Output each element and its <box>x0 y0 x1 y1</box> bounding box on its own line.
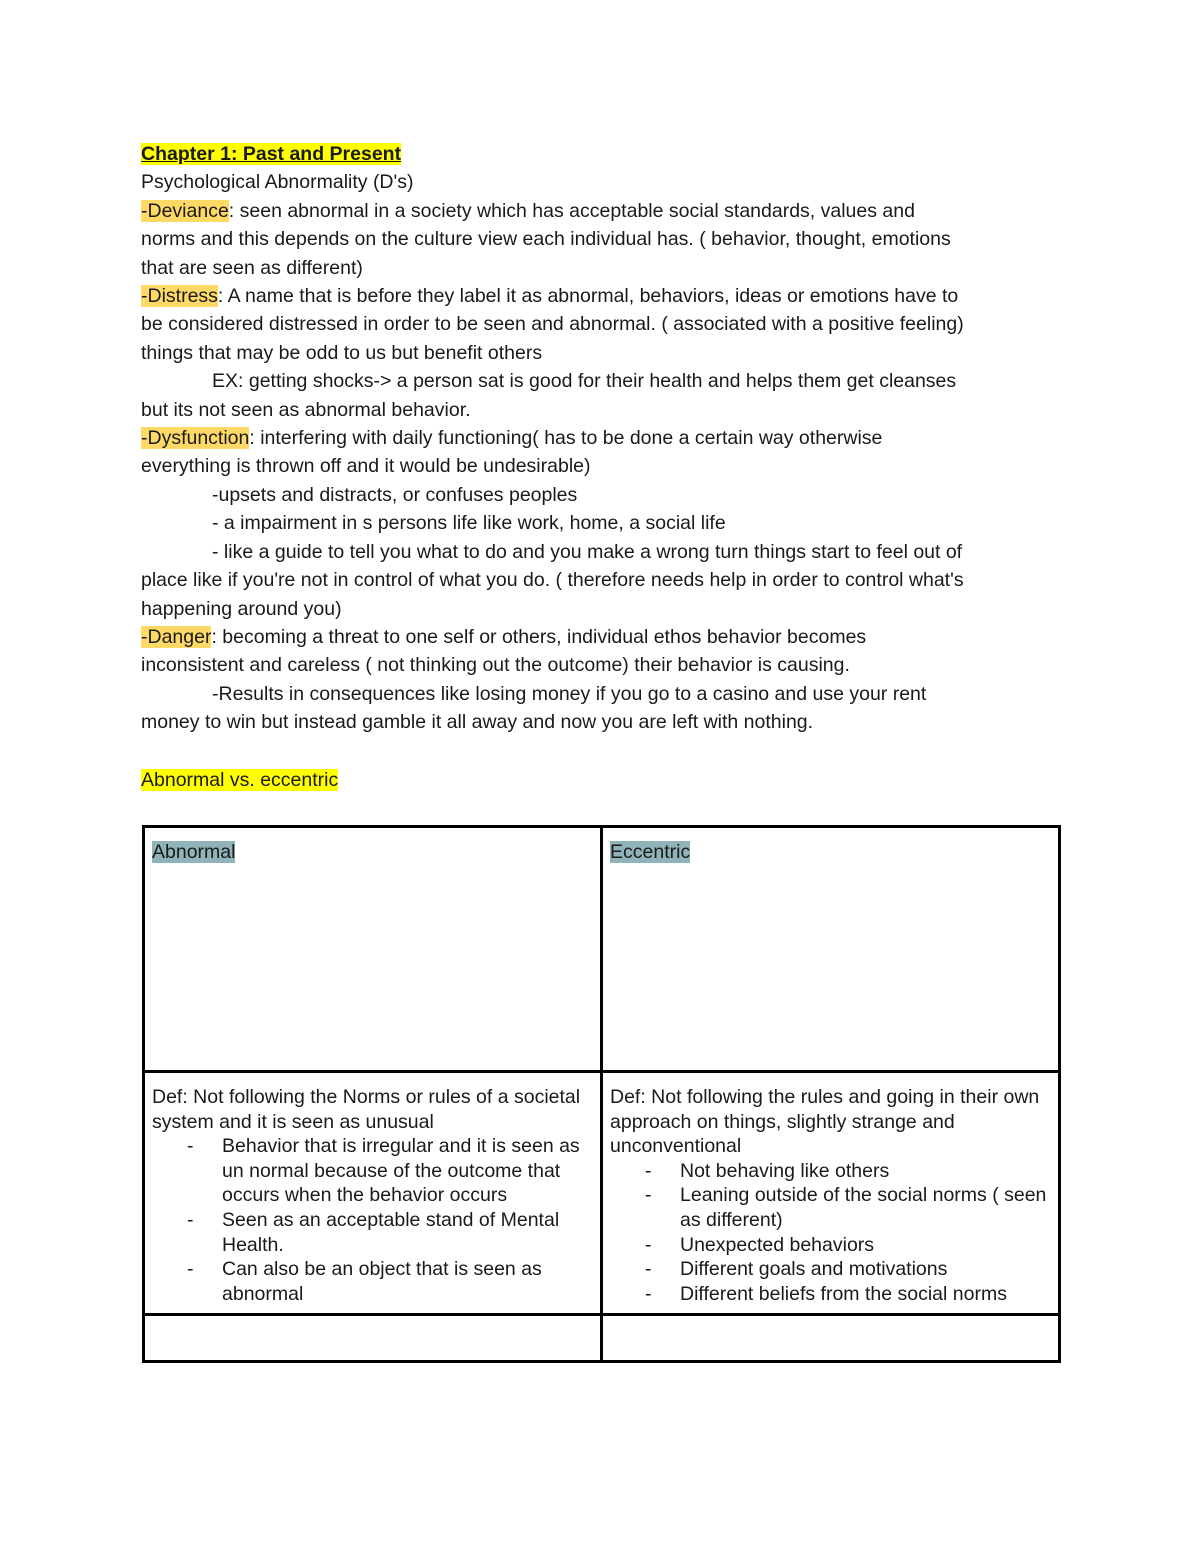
dysfunction-line-2: everything is thrown off and it would be undesirable) <box>141 455 591 478</box>
dysfunction-line-5: - like a guide to tell you what to do and you make a wrong turn things start to feel out of <box>212 540 963 563</box>
table-cell <box>144 827 602 1072</box>
distress-line-1: -Distress: A name that is before they label it as abnormal, behaviors, ideas or emotions have to <box>141 285 959 308</box>
eccentric-definition: Def: Not following the rules and going in their own approach on things, slightly strange and unconventional <box>610 1086 1040 1158</box>
danger-line-3: -Results in consequences like losing money if you go to a casino and use your rent <box>212 682 927 705</box>
chapter-title: Chapter 1: Past and Present <box>141 143 402 165</box>
list-item: - Seen as an acceptable stand of Mental Health. <box>152 1208 593 1257</box>
dysfunction-line-7: happening around you) <box>141 597 342 620</box>
danger-line-1: -Danger: becoming a threat to one self or others, individual ethos behavior becomes <box>141 625 867 648</box>
abnormal-list <box>152 1134 593 1306</box>
deviance-line-1: -Deviance: seen abnormal in a society which has acceptable social standards, values and <box>141 199 915 222</box>
table-cell <box>602 827 1060 1072</box>
table-row <box>144 1072 1060 1315</box>
dysfunction-line-1: -Dysfunction: interfering with daily functioning( has to be done a certain way otherwise <box>141 427 883 450</box>
list-item: - Different beliefs from the social norms <box>610 1282 1051 1307</box>
danger-line-4: money to win but instead gamble it all away and now you are left with nothing. <box>141 711 814 734</box>
distress-line-3: things that may be odd to us but benefit others <box>141 341 543 364</box>
table-cell <box>144 1315 602 1362</box>
dysfunction-term: -Dysfunction <box>141 427 250 450</box>
danger-term: -Danger <box>141 625 212 648</box>
table-row <box>144 1315 1060 1362</box>
table-cell <box>602 1315 1060 1362</box>
subtitle: Psychological Abnormality (D's) <box>141 171 414 194</box>
list-item: - Leaning outside of the social norms ( seen as different) <box>610 1183 1051 1232</box>
section-heading: Abnormal vs. eccentric <box>141 768 339 791</box>
deviance-term: -Deviance <box>141 199 229 222</box>
danger-line-2: inconsistent and careless ( not thinking out the outcome) their behavior is causing. <box>141 654 850 677</box>
table-row <box>144 827 1060 1072</box>
distress-term: -Distress <box>141 285 218 308</box>
abnormal-definition: Def: Not following the Norms or rules of a societal system and it is seen as unusual <box>152 1086 581 1133</box>
abnormal-header: Abnormal <box>152 841 236 863</box>
list-item: - Not behaving like others <box>610 1159 1051 1184</box>
document-body <box>141 140 1061 794</box>
dysfunction-line-6: place like if you're not in control of what you do. ( therefore needs help in order to control what's <box>141 569 964 592</box>
deviance-line-2: norms and this depends on the culture view each individual has. ( behavior, thought, emotions <box>141 228 951 251</box>
spacer <box>141 737 1061 766</box>
deviance-line-3: that are seen as different) <box>141 256 363 279</box>
distress-line-4: EX: getting shocks-> a person sat is good for their health and helps them get cleanses <box>212 370 957 393</box>
dysfunction-line-4: - a impairment in s persons life like work, home, a social life <box>212 512 726 535</box>
table-cell <box>144 1072 602 1315</box>
eccentric-list <box>610 1159 1051 1307</box>
list-item: - Different goals and motivations <box>610 1257 1051 1282</box>
list-item: - Behavior that is irregular and it is seen as un normal because of the outcome that occurs when the behavior occurs <box>152 1134 593 1208</box>
distress-line-2: be considered distressed in order to be seen and abnormal. ( associated with a positive feeling) <box>141 313 964 336</box>
comparison-table <box>142 825 1061 1363</box>
eccentric-header: Eccentric <box>610 841 691 863</box>
list-item: - Can also be an object that is seen as abnormal <box>152 1257 593 1306</box>
list-item: - Unexpected behaviors <box>610 1233 1051 1258</box>
distress-line-5: but its not seen as abnormal behavior. <box>141 398 471 421</box>
dysfunction-line-3: -upsets and distracts, or confuses peoples <box>212 483 578 506</box>
table-cell <box>602 1072 1060 1315</box>
